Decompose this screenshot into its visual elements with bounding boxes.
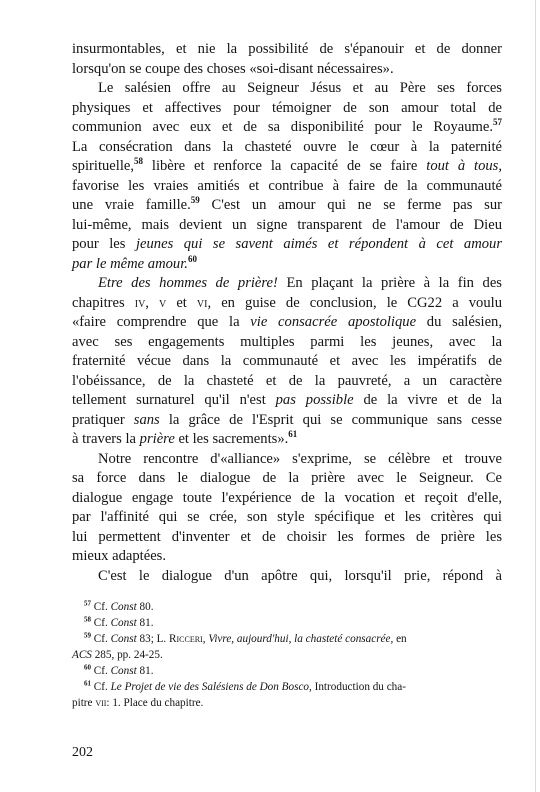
text-line: Notre rencontre d'«alliance» s'exprime, se célèbre et trouve <box>98 450 502 467</box>
footnote-57: $^{57}$ Cf. Const 80. <box>84 599 154 613</box>
text-line: pour les jeunes qui se savent aimés et répondent à cet amour <box>72 236 503 252</box>
footnote-ref-57: 57 <box>493 117 502 128</box>
text-line: par le même amour.$^{60}$ <box>72 253 197 272</box>
text-line: une vraie famille.$^{59}$ C'est un amour qui ne se ferme pas sur <box>72 195 502 213</box>
text-line: Le salésien offre au Seigneur Jésus et au Père ses forces <box>98 80 502 96</box>
text-line: pratiquer sans la grâce de l'Esprit qui se communique sans cesse <box>72 411 502 428</box>
footnote-61: $^{61}$ Cf. Le Projet de vie des Salésiens de Don Bosco, Introduction du cha- <box>84 679 406 693</box>
text-line: à travers la prière et les sacrements».$^{61}$ <box>72 429 298 447</box>
text-line: favorise les vraies amitiés et contribue à faire de la communauté <box>72 177 502 194</box>
footnote-58: $^{58}$ Cf. Const 81. <box>84 615 154 629</box>
footnote-ref-58: 58 <box>134 156 144 167</box>
text-line: spirituelle,$^{58}$ libère et renforce la capacité de se faire tout à tous, <box>72 156 502 174</box>
footnote-ref-61: 61 <box>288 429 298 440</box>
footnote-ref-60: 60 <box>187 253 197 264</box>
page-number: 202 <box>72 745 93 760</box>
page-edge <box>535 0 536 792</box>
text-line: par l'affinité qui se crée, son style spécifique et les critères qui <box>72 509 502 525</box>
footnote-61-continued: pitre vii: 1. Place du chapitre. <box>72 697 204 709</box>
main-text <box>72 40 502 586</box>
text-line: insurmontables, et nie la possibilité de s'épanouir et de donner <box>72 41 502 57</box>
text-line: tellement surnaturel qu'il n'est pas possible de la vivre et de la <box>72 392 502 408</box>
footnote-60: $^{60}$ Cf. Const 81. <box>84 663 154 677</box>
text-line: lui permettent d'inventer et de choisir les formes de prière les <box>72 528 502 545</box>
text-line: l'obéissance, de la chasteté et de la pauvreté, a un caractère <box>72 372 502 389</box>
text-line: sa force dans le dialogue de la prière avec le Seigneur. Ce <box>72 470 502 486</box>
footnote-59-continued: ACS 285, pp. 24-25. <box>72 649 163 661</box>
footnotes <box>72 599 502 711</box>
text-line: dialogue engage toute l'expérience de la vocation et reçoit d'elle, <box>72 489 502 506</box>
text-line: «faire comprendre que la vie consacrée apostolique du salésien, <box>72 314 502 330</box>
text-line: communion avec eux et de sa disponibilité pour le Royaume.$^{57}$ <box>72 117 502 135</box>
text-line: C'est le dialogue d'un apôtre qui, lorsqu'il prie, répond à <box>98 567 502 584</box>
text-line: lui-même, mais devient un signe transparent de l'amour de Dieu <box>72 216 502 233</box>
text-line: physiques et affectives pour témoigner de son amour total de <box>72 99 502 116</box>
footnote-59: $^{59}$ Cf. Const 83; L. Ricceri, Vivre, aujourd'hui, la chasteté consacrée, en <box>84 631 407 645</box>
text-line: La consécration dans la chasteté ouvre le cœur à la paternité <box>72 138 502 155</box>
text-line: lorsqu'on se coupe des choses «soi-disant nécessaires». <box>72 60 394 77</box>
text-line: fraternité vécue dans la communauté et avec les impératifs de <box>72 353 502 369</box>
text-line: Etre des hommes de prière! En plaçant la prière à la fin des <box>98 275 502 291</box>
footnote-ref-59: 59 <box>190 195 200 206</box>
text-line: avec ses engagements multiples parmi les jeunes, avec la <box>72 333 502 350</box>
text-line: chapitres iv, v et vi, en guise de conclusion, le CG22 a voulu <box>72 294 503 311</box>
text-line: mieux adaptées. <box>72 548 167 564</box>
